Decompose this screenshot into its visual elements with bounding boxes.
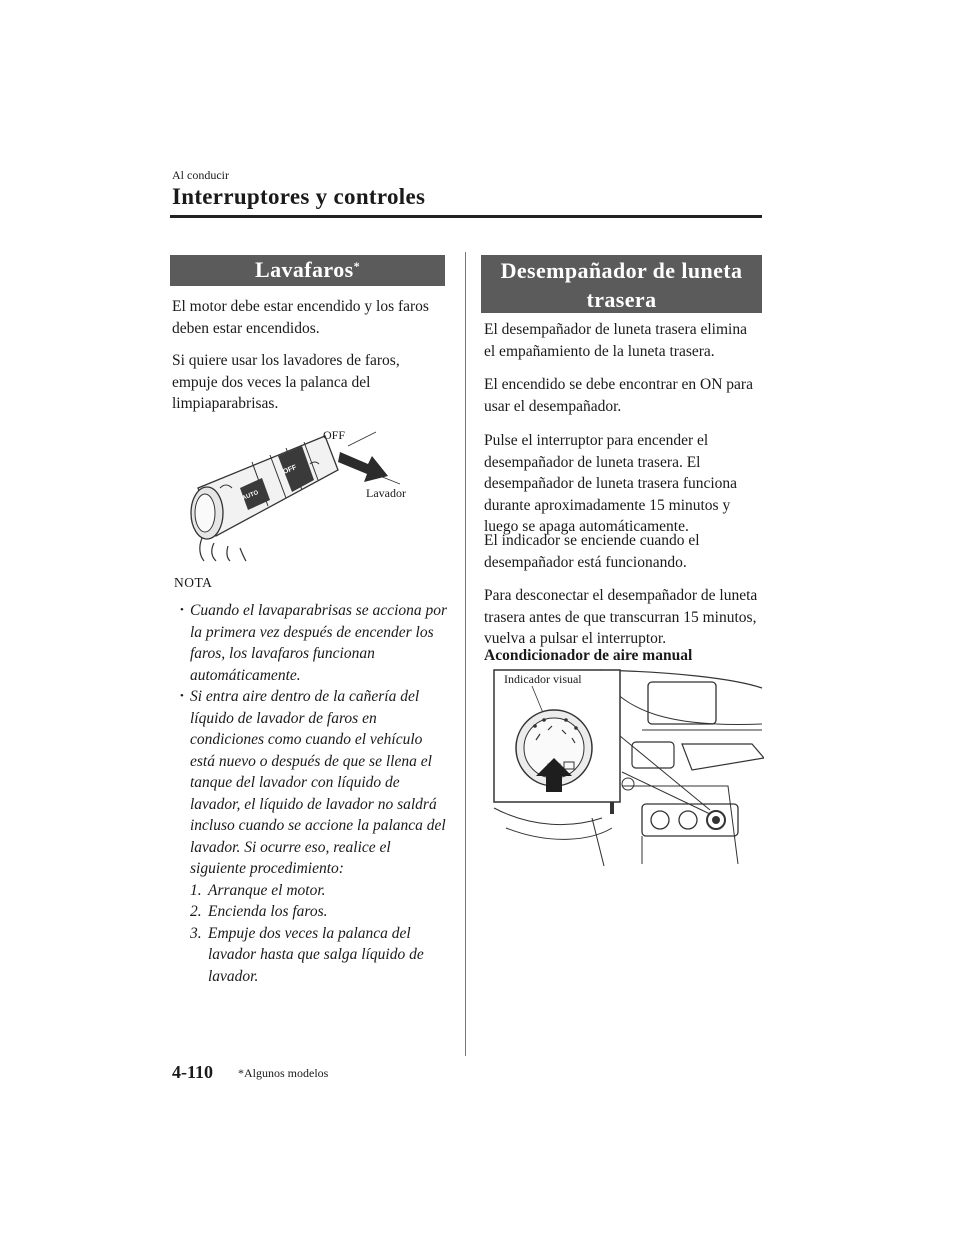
chapter-title: Interruptores y controles — [172, 184, 426, 209]
defogger-paragraph-3: Pulse el interruptor para encender el desempañador de luneta trasera. El desempañador de luneta trasera funciona durante aproximadamente 15 minutos y luego se apaga automáticamente. — [484, 432, 738, 535]
lever-auto-text: AUTO — [241, 489, 260, 502]
defogger-paragraph-1: El desempañador de luneta trasera elimina el empañamiento de la luneta trasera. — [484, 321, 747, 360]
rear-defogger-title-line-1: Desempañador de luneta — [500, 258, 743, 283]
visual-indicator-callout: Indicador visual — [504, 672, 582, 686]
headlamp-washer-title — [170, 255, 445, 286]
note-item — [182, 686, 450, 880]
note-text: Cuando el lavaparabrisas se acciona por la primera vez después de encender los faros, los lavafaros funcionan automáticamente. — [190, 602, 448, 684]
step-text: Arranque el motor. — [208, 881, 326, 899]
headlamp-washer-paragraph-2: Si quiere usar los lavadores de faros, empuje dos veces la palanca del limpiaparabrisas. — [172, 352, 400, 412]
note-text: Si entra aire dentro de la cañería del líquido de lavador de faros en condiciones como cuando el vehículo está nuevo o después de que se llena el tanque del lavador con líquido de lavador, el líquido de lavador no saldrá incluso cuando se accione la palanca del lavador. Si ocurre eso, realice el siguiente procedimiento: — [190, 688, 446, 877]
note-item — [182, 600, 450, 686]
page-number: 4-110 — [172, 1062, 214, 1082]
procedure-step — [182, 880, 450, 902]
procedure-step — [182, 901, 450, 923]
step-number: 3. — [190, 924, 202, 942]
washer-callout: Lavador — [366, 486, 406, 500]
step-text: Empuje dos veces la palanca del lavador hasta que salga líquido de lavador. — [208, 924, 424, 985]
header-rule — [170, 215, 762, 218]
headlamp-washer-title-text: Lavafaros — [255, 257, 354, 282]
defogger-paragraph-4: El indicador se enciende cuando el desempañador está funcionando. — [484, 532, 700, 571]
dashboard-figure — [492, 668, 764, 866]
nota-heading: NOTA — [174, 575, 213, 590]
note-list — [182, 600, 450, 987]
column-divider — [465, 252, 466, 1056]
headlamp-washer-paragraph-1: El motor debe estar encendido y los faros deben estar encendidos. — [172, 298, 429, 337]
rear-defogger-title — [481, 255, 762, 313]
section-label: Al conducir — [172, 168, 229, 182]
title-asterisk: * — [353, 259, 360, 273]
rear-defogger-title-line-2: trasera — [586, 287, 657, 312]
defogger-paragraph-5: Para desconectar el desempañador de luneta trasera antes de que transcurran 15 minutos, vuelva a pulsar el interruptor. — [484, 587, 758, 647]
footnote: *Algunos modelos — [238, 1066, 329, 1080]
procedure-step — [182, 923, 450, 988]
lever-off-text: OFF — [282, 464, 298, 476]
step-text: Encienda los faros. — [208, 903, 328, 920]
off-callout: OFF — [323, 428, 346, 442]
step-number: 2. — [190, 903, 202, 920]
defogger-paragraph-2: El encendido se debe encontrar en ON para usar el desempañador. — [484, 376, 753, 415]
manual-ac-subheading: Acondicionador de aire manual — [484, 647, 693, 664]
step-number: 1. — [190, 881, 202, 899]
wiper-lever-figure — [180, 418, 440, 563]
